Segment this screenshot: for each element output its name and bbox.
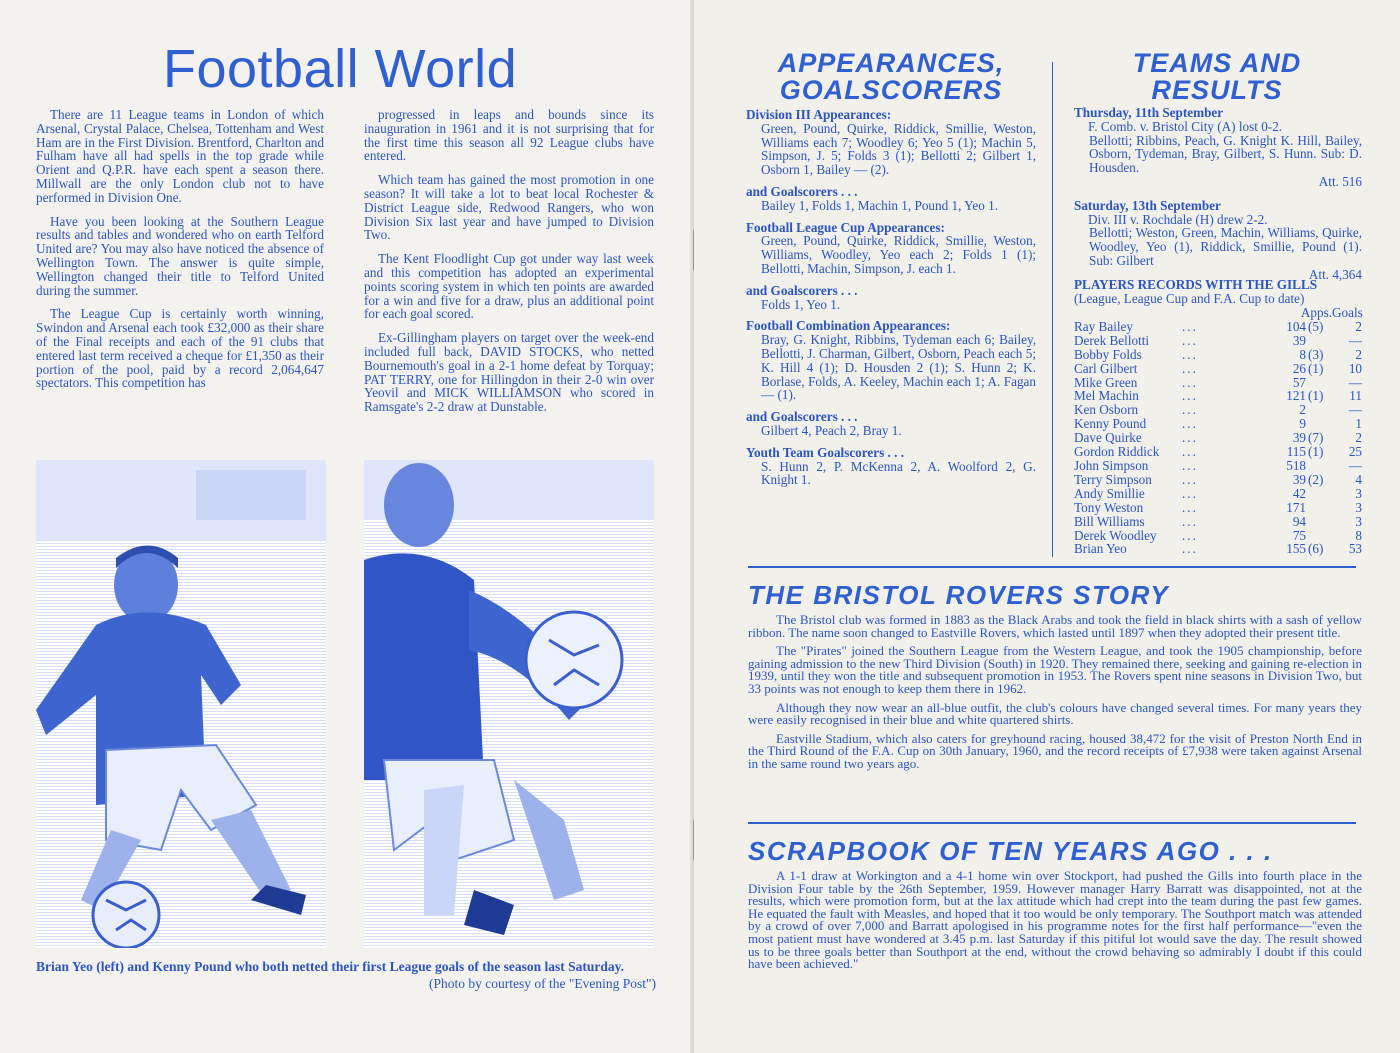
player-sub-apps (1306, 501, 1334, 515)
records-heading-block (1074, 278, 1364, 306)
player-goals: 8 (1355, 527, 1362, 543)
player-name: John Simpson (1074, 457, 1149, 473)
match-attendance: Att. 4,364 (1308, 266, 1362, 282)
match-lineup: Bellotti; Weston, Green, Machin, Williams, Quirke, Woodley, Yeo (1), Riddick, Smillie, Pound (1). Sub: Gilbert (1089, 225, 1362, 268)
paragraph: Ex-Gillingham players on target over the week-end included full back, DAVID STOCKS, who netted Bournemouth's goal in a 2-1 home defeat by Torquay; PAT TERRY, one for Hillingdon in their 2-0 win over Yeovil and MICK WILLIAMSON who scored in Ramsgate's 2-2 draw at Dunstable. (364, 330, 654, 415)
records-rows (1074, 320, 1364, 556)
section-body: S. Hunn 2, P. McKenna 2, A. Woolford 2, G. Knight 1. (761, 458, 1036, 488)
records-column-headers (1074, 306, 1364, 320)
appearances-heading (746, 50, 1036, 104)
paragraph: Eastville Stadium, which also caters for greyhound racing, housed 38,472 for the visit of Preston North End in the Third Round of the F.A. Cup on 30th January, 1960, and the record receipts of £7,938 were taken against Arsenal in the same round two years ago. (748, 730, 1362, 771)
match-attendance: Att. 516 (1318, 173, 1362, 189)
player-name: Dave Quirke (1074, 430, 1142, 446)
leader-dots: ... (1182, 402, 1198, 418)
player-sub-apps: (1) (1308, 360, 1324, 376)
player-name: Terry Simpson (1074, 471, 1152, 487)
paragraph: The League Cup is certainly worth winning, Swindon and Arsenal each took £32,000 as their share of the Final receipts and each of the 91 clubs that entered last term received a cheque for £1,350 as their portion of the pool, paid by a record 2,064,647 spectators. This competition has (36, 306, 324, 391)
player-apps: 94 (1292, 513, 1306, 529)
player-apps: 115 (1286, 444, 1306, 460)
heading-line: GOALSCORERS (779, 75, 1003, 105)
player-name: Mel Machin (1074, 388, 1139, 404)
record-row (1074, 389, 1364, 403)
leader-dots: ... (1182, 457, 1198, 473)
player-name: Andy Smillie (1074, 485, 1145, 501)
record-row (1074, 348, 1364, 362)
section-heading: Football Combination Appearances: (746, 318, 951, 334)
player-sub-apps (1306, 459, 1334, 473)
player-goals: 11 (1349, 388, 1362, 404)
player-name: Ken Osborn (1074, 402, 1139, 418)
match-fixture: F. Comb. v. Bristol City (A) lost 0-2. (1088, 118, 1283, 134)
leader-dots: ... (1182, 527, 1198, 543)
section-body: Bailey 1, Folds 1, Machin 1, Pound 1, Yeo 1. (761, 197, 999, 213)
player-sub-apps (1306, 487, 1334, 501)
column-one (36, 108, 324, 400)
player-sub-apps (1306, 403, 1334, 417)
section-heading: and Goalscorers . . . (746, 183, 858, 199)
player-goals: 2 (1355, 346, 1362, 362)
player-name: Brian Yeo (1074, 541, 1127, 557)
record-row (1074, 445, 1364, 459)
record-row (1074, 376, 1364, 390)
player-name: Carl Gilbert (1074, 360, 1138, 376)
column-divider (1052, 62, 1053, 557)
player-apps: 39 (1292, 332, 1306, 348)
section-heading: and Goalscorers . . . (746, 409, 858, 425)
record-row (1074, 501, 1364, 515)
paragraph: The Bristol club was formed in 1883 as the Black Arabs and took the field in black shirts with a sash of yellow ribbon. The name soon changed to Eastville Rovers, which lasted until 1897 when they adopted their present title. (748, 612, 1362, 640)
player-apps: 75 (1292, 527, 1306, 543)
appearances-list (746, 108, 1036, 487)
section-heading: Youth Team Goalscorers . . . (746, 444, 905, 460)
leader-dots: ... (1182, 346, 1198, 362)
player-sub-apps (1306, 334, 1334, 348)
record-row (1074, 542, 1364, 556)
player-sub-apps (1306, 376, 1334, 390)
player-apps: 57 (1292, 374, 1306, 390)
player-name: Tony Weston (1074, 499, 1144, 515)
player-name: Mike Green (1074, 374, 1138, 390)
player-goals: — (1348, 402, 1362, 418)
record-row (1074, 459, 1364, 473)
leader-dots: ... (1182, 388, 1198, 404)
heading-line: TEAMS AND (1132, 48, 1302, 78)
player-sub-apps: (1) (1308, 388, 1324, 404)
player-apps: 8 (1299, 346, 1306, 362)
player-goals: 2 (1355, 318, 1362, 334)
paragraph: Which team has gained the most promotion in one season? It will take a lot to beat local Rochester & District League side, Redwood Rangers, who won Division Six last year and have jumped to Division Two. (364, 172, 654, 243)
photo-credit: (Photo by courtesy of the "Evening Post") (429, 976, 656, 991)
section-body: Gilbert 4, Peach 2, Bray 1. (761, 422, 902, 438)
paragraph: progressed in leaps and bounds since its inauguration in 1961 and it is not surprising that for the first time this season all 92 League clubs have entered. (364, 107, 654, 164)
scrapbook-text (748, 870, 1362, 977)
player-apps: 155 (1286, 541, 1306, 557)
player-goals: 53 (1348, 541, 1362, 557)
match-lineup: Bellotti; Ribbins, Peach, G. Knight K. Hill, Bailey, Osborn, Tydeman, Bray, Gilbert, S. Hunn. Sub: D. Housden. (1089, 132, 1362, 176)
player-sub-apps (1306, 417, 1334, 431)
player-name: Derek Bellotti (1074, 332, 1150, 348)
player-apps: 39 (1292, 430, 1306, 446)
player-name: Gordon Riddick (1074, 444, 1160, 460)
match-fixture: Div. III v. Rochdale (H) drew 2-2. (1088, 211, 1268, 227)
record-row (1074, 529, 1364, 543)
player-apps: 9 (1299, 416, 1306, 432)
paragraph: A 1-1 draw at Workington and a 4-1 home win over Stockport, had pushed the Gills into fourth place in the Division Four table by the 26th September, 1959. However manager Harry Barratt was disappointed, not at the results, which were promotion form, but at the lax attitude which had crept into the team during the past few games. He equated the fault with Measles, and hoped that it too would be only temporary. The Southport match was attended by a crowd of over 7,000 and Barratt apologised in his programme notes for the first half performance—"even the most patient must have wondered at 3.45 p.m. last Saturday if this pitiful lot would save the day. The result showed us to be three goals better than Southport at the end, without the crowd behaving so admirably I doubt if this could have been achieved." (748, 868, 1362, 972)
heading-line: RESULTS (1151, 75, 1283, 105)
story-title: THE BRISTOL ROVERS STORY (748, 580, 1170, 610)
player-photo-left (36, 460, 326, 948)
photo-caption: Brian Yeo (left) and Kenny Pound who both netted their first League goals of the season last Saturday. (36, 959, 625, 974)
record-row (1074, 403, 1364, 417)
apps-header: Apps. (1300, 305, 1332, 320)
player-goals: 25 (1348, 444, 1362, 460)
player-sub-apps: (2) (1308, 471, 1324, 487)
match-date: Saturday, 13th September (1074, 197, 1221, 213)
scrapbook-title: SCRAPBOOK OF TEN YEARS AGO . . . (748, 836, 1273, 866)
player-sub-apps: (1) (1308, 444, 1324, 460)
leader-dots: ... (1182, 541, 1198, 557)
record-row (1074, 362, 1364, 376)
player-apps: 121 (1286, 388, 1306, 404)
player-apps: 104 (1286, 318, 1306, 334)
player-goals: 3 (1355, 513, 1362, 529)
leader-dots: ... (1182, 374, 1198, 390)
player-goals: 3 (1355, 499, 1362, 515)
leader-dots: ... (1182, 444, 1198, 460)
player-name: Bill Williams (1074, 513, 1145, 529)
section-heading: and Goalscorers . . . (746, 282, 858, 298)
player-apps: 39 (1292, 471, 1306, 487)
heading-line: APPEARANCES, (777, 48, 1005, 78)
player-name: Kenny Pound (1074, 416, 1147, 432)
paragraph: There are 11 League teams in London of which Arsenal, Crystal Palace, Chelsea, Tottenham and West Ham are in the First Division. Brentford, Charlton and Fulham have all had spells in the top grade while Orient and Q.P.R. have each spent a season there. Millwall are the only London club not to have performed in Division One. (36, 107, 324, 205)
player-goals: — (1348, 374, 1362, 390)
teams-heading (1072, 50, 1362, 104)
records-table (1074, 306, 1364, 556)
match-date: Thursday, 11th September (1074, 105, 1224, 120)
paragraph: Have you been looking at the Southern League results and tables and wondered who on earth Telford United are? You may also have noticed the absence of Wellington Town. The answer is quite simple, Wellington changed their title to Telford United during the summer. (36, 213, 324, 298)
player-name: Ray Bailey (1074, 318, 1133, 334)
player-goals: 1 (1355, 416, 1362, 432)
section-heading: Division III Appearances: (746, 107, 892, 122)
section-body: Folds 1, Yeo 1. (761, 296, 841, 312)
section-heading: Football League Cup Appearances: (746, 219, 945, 235)
section-body: Green, Pound, Quirke, Riddick, Smillie, Weston, Williams, Woodley, Yeo each 2; Folds 1 (1); Bellotti, Machin, Simpson, J. each 1. (761, 233, 1036, 276)
left-page (0, 0, 694, 1053)
goals-header: Goals (1332, 305, 1363, 320)
record-row (1074, 334, 1364, 348)
player-illustration (36, 460, 326, 948)
player-apps: 2 (1299, 402, 1306, 418)
player-name: Derek Woodley (1074, 527, 1157, 543)
story-text (748, 614, 1362, 777)
leader-dots: ... (1182, 318, 1198, 334)
record-row (1074, 487, 1364, 501)
leader-dots: ... (1182, 485, 1198, 501)
player-goals: — (1348, 457, 1362, 473)
player-sub-apps: (6) (1308, 541, 1324, 557)
leader-dots: ... (1182, 513, 1198, 529)
paragraph: The Kent Floodlight Cup got under way last week and this competition has adopted an experimental points scoring system in which ten points are awarded for a win and five for a draw, plus an additional point for each goal scored. (364, 251, 654, 322)
leader-dots: ... (1182, 332, 1198, 348)
section-body: Green, Pound, Quirke, Riddick, Smillie, Weston, Williams each 7; Woodley 6; Yeo 5 (1); Machin 5, Simpson, J. 5; Folds 3 (1); Bellotti 2; Gilbert 1, Osborn 1, Bailey — (2). (761, 120, 1036, 178)
section-rule (748, 822, 1356, 824)
paragraph: Although they now wear an all-blue outfit, the club's colours have changed several times. For many years they were easily recognised in their blue and white quartered shirts. (748, 699, 1362, 728)
player-apps: 518 (1286, 457, 1306, 473)
leader-dots: ... (1182, 499, 1198, 515)
record-row (1074, 431, 1364, 445)
player-goals: 3 (1355, 485, 1362, 501)
column-two (364, 108, 654, 424)
player-sub-apps: (7) (1308, 430, 1324, 446)
player-sub-apps (1306, 515, 1334, 529)
player-name: Bobby Folds (1074, 346, 1142, 362)
section-body: Bray, G. Knight, Ribbins, Tydeman each 6; Bailey, Bellotti, J. Charman, Gilbert, Osborn, Peach each 5; K. Hill 4 (1); D. Housden 2 (1); S. Hunn 2; K. Borlase, Folds, A. Keeley, Machin each 1; A. Fagan — (1). (761, 332, 1036, 403)
leader-dots: ... (1182, 471, 1198, 487)
player-illustration (364, 460, 654, 948)
player-apps: 171 (1286, 499, 1306, 515)
player-goals: 4 (1355, 471, 1362, 487)
player-sub-apps (1306, 529, 1334, 543)
leader-dots: ... (1182, 360, 1198, 376)
record-row (1074, 473, 1364, 487)
leader-dots: ... (1182, 416, 1198, 432)
player-goals: 2 (1355, 430, 1362, 446)
player-apps: 26 (1292, 360, 1306, 376)
record-row (1074, 515, 1364, 529)
player-goals: 10 (1348, 360, 1362, 376)
section-rule (748, 566, 1356, 568)
player-apps: 42 (1292, 485, 1306, 501)
match-results (1074, 106, 1362, 282)
record-row (1074, 417, 1364, 431)
records-subtitle: (League, League Cup and F.A. Cup to date) (1074, 290, 1305, 306)
player-photo-right (364, 460, 654, 948)
player-goals: — (1348, 332, 1362, 348)
page-title: Football World (163, 39, 518, 99)
records-title: PLAYERS RECORDS WITH THE GILLS (1074, 277, 1318, 292)
paragraph: The "Pirates" joined the Southern League from the Western League, and took the 1905 championship, before gaining admission to the new Third Division (South) in 1920. They remained there, seeking and gaining re-election in 1939, until they won the title and subsequent promotion in 1953. The Rovers spent nine seasons in Division Two, but 33 points was not enough to keep them there in 1962. (748, 643, 1362, 696)
leader-dots: ... (1182, 430, 1198, 446)
record-row (1074, 320, 1364, 334)
player-sub-apps: (3) (1308, 346, 1324, 362)
player-sub-apps: (5) (1308, 318, 1324, 334)
